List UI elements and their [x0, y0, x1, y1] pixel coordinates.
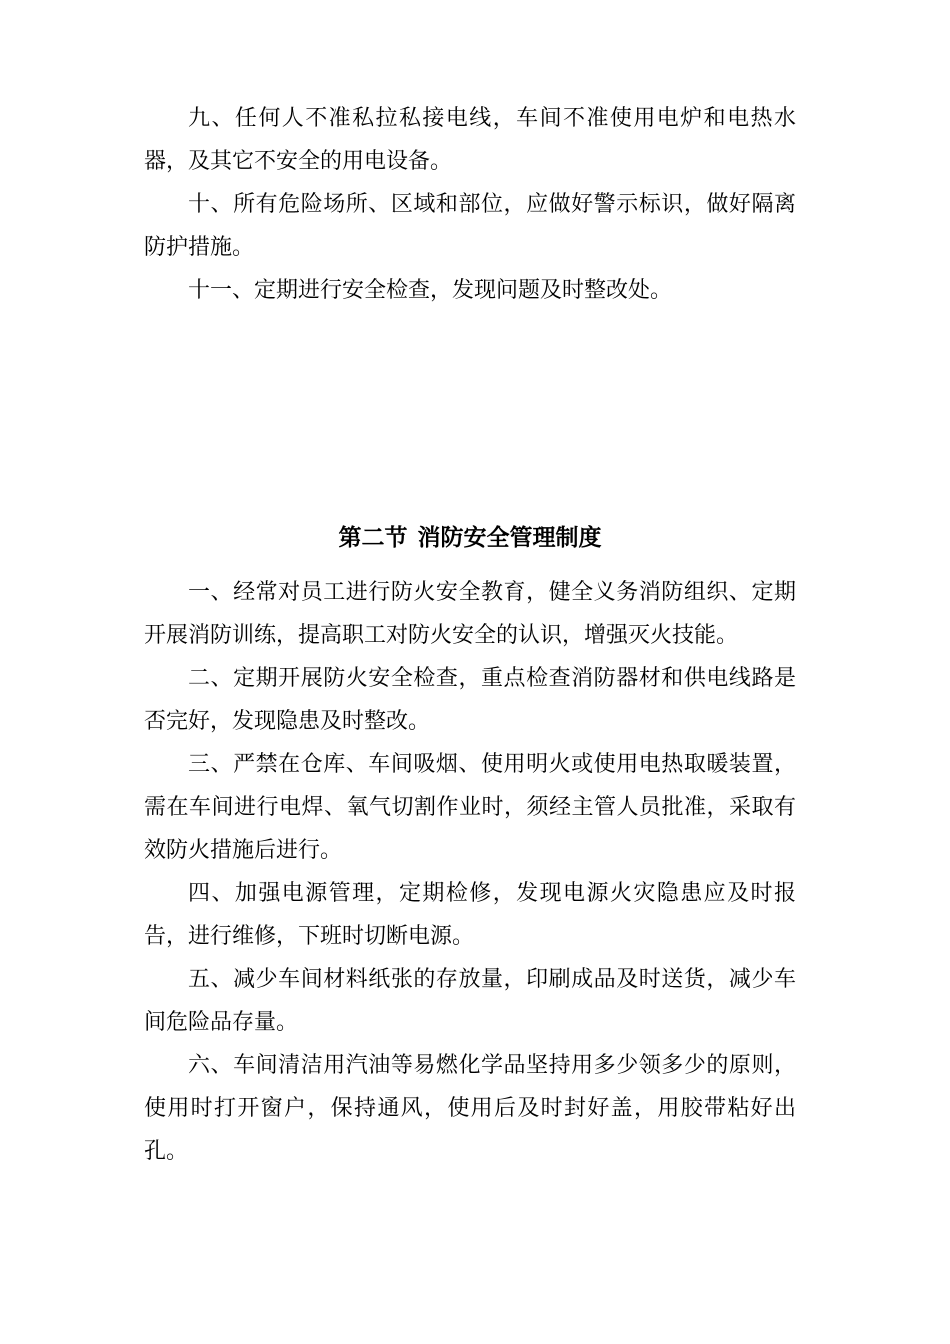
fire-rule-item-5: 五、减少车间材料纸张的存放量，印刷成品及时送货，减少车间危险品存量。	[144, 967, 796, 1035]
section-heading	[144, 517, 796, 560]
fire-rule-item-3: 三、严禁在仓库、车间吸烟、使用明火或使用电热取暖装置，需在车间进行电焊、氧气切割作业时，须经主管人员批准，采取有效防火措施后进行。	[144, 752, 796, 863]
fire-rule-item-4: 四、加强电源管理，定期检修，发现电源火灾隐患应及时报告，进行维修，下班时切断电源。	[144, 881, 796, 949]
fire-rule-item-1: 一、经常对员工进行防火安全教育，健全义务消防组织、定期开展消防训练，提高职工对防火安全的认识，增强灭火技能。	[144, 580, 796, 648]
rule-item-11: 十一、定期进行安全检查，发现问题及时整改处。	[188, 278, 673, 303]
rule-item-9: 九、任何人不准私拉私接电线，车间不准使用电炉和电热水器，及其它不安全的用电设备。	[144, 106, 796, 174]
fire-rule-item-6: 六、车间清洁用汽油等易燃化学品坚持用多少领多少的原则，使用时打开窗户，保持通风，使用后及时封好盖，用胶带粘好出孔。	[144, 1053, 796, 1164]
fire-rule-item-2: 二、定期开展防火安全检查，重点检查消防器材和供电线路是否完好，发现隐患及时整改。	[144, 666, 796, 734]
section-title: 消防安全管理制度	[417, 525, 602, 551]
rule-item-10: 十、所有危险场所、区域和部位，应做好警示标识，做好隔离防护措施。	[144, 192, 796, 260]
section-number: 第二节	[338, 525, 408, 551]
